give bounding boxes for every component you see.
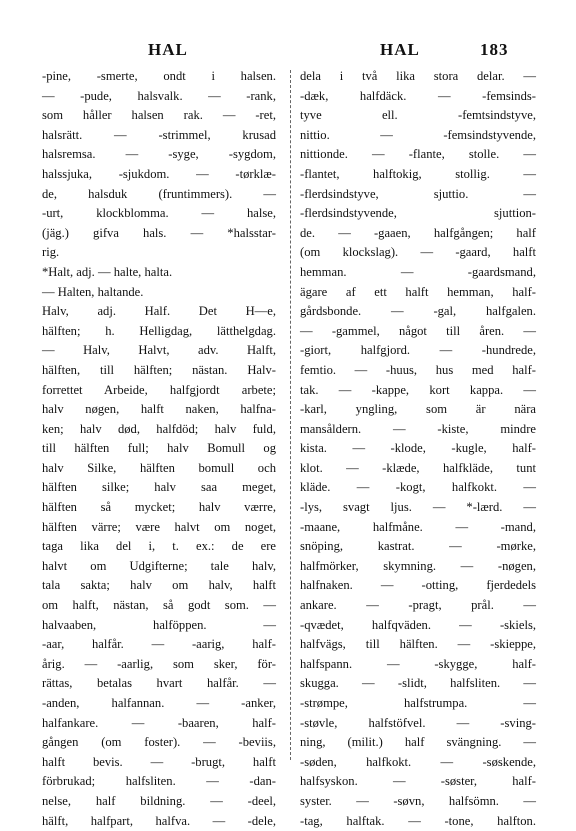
dictionary-line: -flerdsindstyvende, sjuttion- [300, 206, 536, 221]
dictionary-line: forrettet Arbeide, halfgjordt arbete; [42, 382, 276, 397]
running-header [0, 40, 576, 64]
dictionary-line: Halv, adj. Half. Det H—e, [42, 304, 276, 319]
dictionary-line: gången (om foster). — -beviis, [42, 735, 276, 750]
dictionary-line: -flantet, halftokig, stollig. — [300, 166, 536, 181]
dictionary-line: nittio. — -femsindstyvende, [300, 127, 536, 142]
dictionary-line: snöping, kastrat. — -mørke, [300, 539, 536, 554]
dictionary-line: — Halten, haltande. [42, 284, 144, 299]
dictionary-line: -urt, klockblomma. — halse, [42, 206, 276, 221]
dictionary-line: syster. — -søvn, halfsömn. — [300, 793, 536, 808]
dictionary-line: halsremsa. — -syge, -sygdom, [42, 147, 276, 162]
dictionary-line: halft bevis. — -brugt, halft [42, 754, 276, 769]
dictionary-line: halfsyskon. — -søster, half- [300, 774, 536, 789]
dictionary-line: (om klockslag). — -gaard, halft [300, 245, 536, 260]
dictionary-line: -anden, halfannan. — -anker, [42, 696, 276, 710]
dictionary-line: femtio. — -huus, hus med half- [300, 362, 536, 377]
dictionary-line: till hälften full; halv Bomull og [42, 441, 276, 456]
dictionary-line: halvt om Udgifterne; tale halv, [42, 558, 276, 573]
dictionary-line: tak. — -kappe, kort kappa. — [300, 382, 536, 397]
dictionary-line: -lys, svagt ljus. — *-lærd. — [300, 500, 536, 515]
dictionary-line: hälft, halfpart, halfva. — -dele, [42, 813, 276, 828]
dictionary-line: halfmörker, skymning. — -nøgen, [300, 558, 536, 573]
right-column [300, 67, 536, 831]
page-number: 183 [480, 40, 509, 59]
dictionary-line: ken; halv død, halfdöd; halv fuld, [42, 421, 276, 436]
dictionary-line: halfankare. — -baaren, half- [42, 715, 276, 730]
dictionary-line: -aar, halfår. — -aarig, half- [42, 637, 276, 652]
dictionary-line: nelse, half bildning. — -deel, [42, 793, 276, 808]
column-divider [290, 70, 291, 760]
dictionary-line: kläde. — -kogt, halfkokt. — [300, 480, 536, 495]
dictionary-line: halfvägs, till hälften. — -skieppe, [300, 637, 536, 652]
dictionary-line: halv nøgen, halft naken, halfna- [42, 402, 276, 417]
left-column [42, 67, 276, 831]
dictionary-line: tala sakta; halv om halv, halft [42, 578, 276, 593]
dictionary-line: hälften så mycket; halv værre, [42, 500, 276, 515]
dictionary-line: -støvle, halfstöfvel. — -sving- [300, 715, 536, 730]
dictionary-line: hälften silke; halv saa meget, [42, 480, 276, 495]
dictionary-line: (jäg.) gifva hals. — *halsstar- [42, 225, 276, 240]
dictionary-line: -søden, halfkokt. — -søskende, [300, 754, 536, 769]
dictionary-line: — -gammel, något till åren. — [300, 323, 536, 338]
dictionary-line: mansåldern. — -kiste, mindre [300, 421, 536, 436]
header-right-word: HAL [380, 40, 420, 59]
dictionary-line: hemman. — -gaardsmand, [300, 264, 536, 279]
dictionary-line: rättas, betalas hvart halfår. — [42, 676, 276, 691]
dictionary-line: -strømpe, halfstrumpa. — [300, 696, 536, 710]
dictionary-line: halv Silke, hälften bomull och [42, 460, 276, 475]
dictionary-line: hälften, till hälften; nästan. Halv- [42, 362, 276, 377]
dictionary-line: hälften värre; være halvt om noget, [42, 519, 276, 534]
dictionary-line: hälften; h. Helligdag, lätthelgdag. [42, 323, 276, 338]
dictionary-line: klot. — -klæde, halfkläde, tunt [300, 460, 536, 475]
dictionary-line: dela i två lika stora delar. — [300, 69, 536, 83]
dictionary-line: -qvædet, halfqväden. — -skiels, [300, 617, 536, 632]
dictionary-line: de, halsduk (fruntimmers). — [42, 186, 276, 201]
dictionary-line: ankare. — -pragt, prål. — [300, 598, 536, 613]
dictionary-line: nittionde. — -flante, stolle. — [300, 147, 536, 162]
dictionary-line: halfspann. — -skygge, half- [300, 656, 536, 671]
dictionary-line: -flerdsindstyve, sjuttio. — [300, 186, 536, 201]
dictionary-line: *Halt, adj. — halte, halta. [42, 264, 173, 279]
dictionary-line: halfnaken. — -otting, fjerdedels [300, 578, 536, 593]
dictionary-line: — -pude, halsvalk. — -rank, [42, 88, 276, 103]
dictionary-line: taga lika del i, t. ex.: de ere [42, 539, 276, 554]
dictionary-line: -dæk, halfdäck. — -femsinds- [300, 88, 536, 103]
dictionary-line: -maane, halfmåne. — -mand, [300, 519, 536, 534]
dictionary-line: rig. [42, 245, 60, 260]
dictionary-line: -karl, yngling, som är nära [300, 402, 536, 417]
dictionary-line: halssjuka, -sjukdom. — -tørklæ- [42, 166, 276, 181]
dictionary-line: tyve ell. -femtsindstyve, [300, 108, 536, 123]
dictionary-line: ägare af ett halft hemman, half- [300, 284, 536, 299]
dictionary-line: de. — -gaaen, halfgången; half [300, 225, 536, 240]
dictionary-line: -giort, halfgjord. — -hundrede, [300, 343, 536, 358]
dictionary-line: gårdsbonde. — -gal, halfgalen. [300, 304, 536, 319]
dictionary-line: -pine, -smerte, ondt i halsen. [42, 69, 276, 83]
dictionary-line: kista. — -klode, -kugle, half- [300, 441, 536, 456]
dictionary-line: halvaaben, halföppen. — [42, 617, 276, 632]
dictionary-line: -tag, halftak. — -tone, halfton. [300, 813, 536, 828]
header-left-word: HAL [148, 40, 188, 59]
dictionary-line: halsrätt. — -strimmel, krusad [42, 127, 276, 142]
dictionary-line: — Halv, Halvt, adv. Halft, [42, 343, 276, 358]
dictionary-line: ning, (milit.) half svängning. — [300, 735, 536, 750]
dictionary-line: förbrukad; halfsliten. — -dan- [42, 774, 276, 789]
dictionary-line: som håller halsen rak. — -ret, [42, 108, 276, 123]
dictionary-line: om halft, nästan, så godt som. — [42, 598, 276, 613]
dictionary-line: skugga. — -slidt, halfsliten. — [300, 676, 536, 691]
dictionary-line: årig. — -aarlig, som sker, för- [42, 656, 276, 671]
